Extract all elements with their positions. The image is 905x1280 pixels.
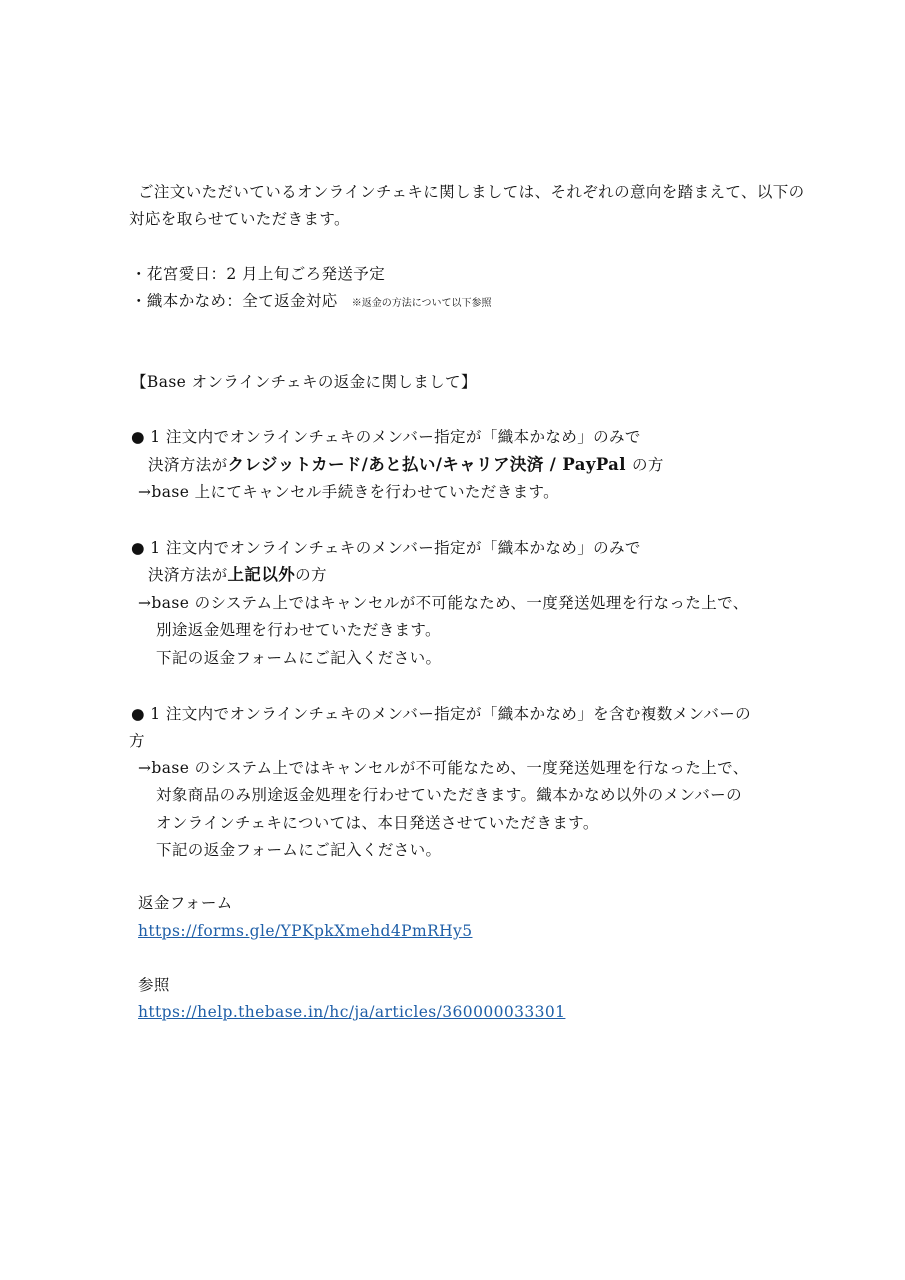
reference-label: 参照 (138, 976, 170, 994)
case3-line-4: 対象商品のみ別途返金処理を行わせていただきます。織本かなめ以外のメンバーの (156, 786, 742, 804)
case3-line-6: 下記の返金フォームにご記入ください。 (156, 841, 442, 859)
policy-item-orimoto-note: ※返金の方法について以下参照 (351, 298, 492, 309)
case1-payment-prefix: 決済方法が (148, 456, 228, 474)
case2-line-4: 別途返金処理を行わせていただきます。 (156, 621, 441, 639)
case1-line-3: →base 上にてキャンセル手続きを行わせていただきます。 (138, 483, 560, 501)
case2-line-1: ● 1 注文内でオンラインチェキのメンバー指定が「織本かなめ」のみで (131, 539, 641, 557)
case2-line-2 (148, 565, 327, 585)
policy-item-orimoto (131, 291, 492, 314)
case2-payment-prefix: 決済方法が (148, 566, 228, 584)
case2-line-3: →base のシステム上ではキャンセルが不可能なため、一度発送処理を行なった上で、 (138, 594, 749, 612)
case3-line-1: ● 1 注文内でオンラインチェキのメンバー指定が「織本かなめ」を含む複数メンバーの (131, 705, 752, 723)
policy-item-hanamiya: ・花宮愛日：2 月上旬ごろ発送予定 (131, 265, 386, 283)
case3-line-5: オンラインチェキについては、本日発送させていただきます。 (156, 814, 599, 832)
intro-line-2: 対応を取らせていただきます。 (129, 210, 350, 228)
case2-payment-suffix: の方 (295, 566, 327, 584)
policy-item-orimoto-text: ・織本かなめ：全て返金対応 (131, 292, 338, 310)
case3-line-2: 方 (129, 732, 145, 750)
case2-payment-methods: 上記以外 (227, 565, 296, 584)
refund-form-link[interactable]: https://forms.gle/YPKpkXmehd4PmRHy5 (138, 922, 473, 940)
case3-line-3: →base のシステム上ではキャンセルが不可能なため、一度発送処理を行なった上で、 (138, 759, 749, 777)
refund-section-heading: 【Base オンラインチェキの返金に関しまして】 (131, 373, 477, 391)
case1-payment-methods: クレジットカード/あと払い/キャリア決済 / PayPal (227, 455, 626, 474)
reference-link[interactable]: https://help.thebase.in/hc/ja/articles/360000033301 (138, 1003, 566, 1021)
case1-line-1: ● 1 注文内でオンラインチェキのメンバー指定が「織本かなめ」のみで (131, 428, 641, 446)
case1-line-2 (148, 455, 664, 475)
case2-line-5: 下記の返金フォームにご記入ください。 (156, 649, 442, 667)
case1-payment-suffix: の方 (631, 456, 664, 474)
refund-form-label: 返金フォーム (138, 894, 233, 912)
intro-line-1: ご注文いただいているオンラインチェキに関しましては、それぞれの意向を踏まえて、以下の (138, 183, 805, 201)
